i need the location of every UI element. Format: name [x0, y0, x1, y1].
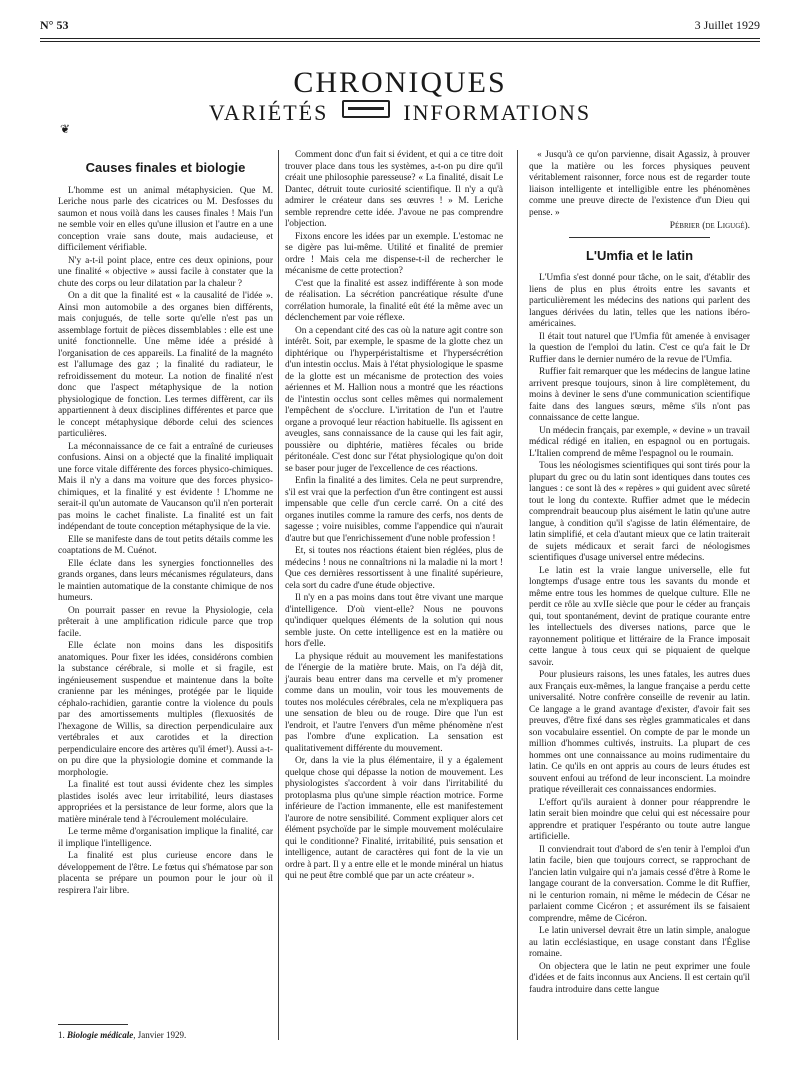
column-3 — [529, 150, 750, 1040]
masthead-subtitle — [0, 100, 800, 126]
issue-date: 3 Juillet 1929 — [694, 18, 760, 32]
paragraph: C'est que la finalité est assez indifférente à son mode de réalisation. La sécrétion pancréatique résulte d'une corrélation humorale, la finalité eût été la même avec un déclenchement par voie réflexe. — [285, 278, 503, 323]
masthead — [0, 68, 800, 126]
page-header — [40, 18, 760, 32]
issue-number: N° 53 — [40, 18, 69, 32]
footnote-rule — [58, 1024, 128, 1025]
paragraph: L'homme est un animal métaphysicien. Que M. Leriche nous parle des cicatrices ou M. Desfosses du saumon et nous voilà dans les causes finales ! Mais l'un ne semble voir en elles qu'une illusion et l'autre en a une conception vraie sans doute, mais audacieuse, et difficilement vérifiable. — [58, 185, 273, 253]
article-separator — [569, 237, 710, 238]
paragraph: La finalité est tout aussi évidente chez les simples plastides isolés avec leur irritabilité, leurs diastases appropriées et la persistance de leur forme, alors que la matière minérale tend à l'écroulement moléculaire. — [58, 780, 273, 825]
footnote-date: , Janvier 1929. — [133, 1030, 187, 1040]
paragraph: La physique réduit au mouvement les manifestations de l'énergie de la matière brute. Mais, on l'a déjà dit, j'aurais beau entrer dans ma cervelle et m'y promener comme dans un moulin, voir tous les mouvements de toutes nos molécules cérébrales, cela ne m'expliquera pas une sensation de bleu ou de rouge. Dire que l'un est l'endroit, et l'autre l'envers d'un même phénomène n'est pas l'ombre d'une explication. La sensation est qualitativement différente du mouvement. — [285, 651, 503, 754]
paragraph: Le latin universel devrait être un latin simple, analogue au latin ecclésiastique, en usage constant dans l'Église romaine. — [529, 926, 750, 959]
header-rule — [40, 38, 760, 39]
paragraph: Comment donc d'un fait si évident, et qui a ce titre doit trouver place dans tous les systèmes, a-t-on pu dire qu'il créait une philosophie paresseuse? « La finalité, disait Le Dantec, détruit toute curiosité scientifique. Il n'y a qu'à admirer le créateur dans ses œuvres ! » M. Leriche semble reprendre cette idée. J'avoue ne pas comprendre l'objection. — [285, 150, 503, 229]
paragraph: Ruffier fait remarquer que les médecins de langue latine arrivent presque toujours, sinon à lire complètement, du moins à deviner le sens d'une communication scientifique faite dans des langues sœurs, même s'ils n'ont pas connaissance de cette langue. — [529, 367, 750, 423]
paragraph: La méconnaissance de ce fait a entraîné de curieuses confusions. Ainsi on a objecté que la finalité impliquait une force vitale différente des forces physico-chimiques. Mais il n'y a dans ma voiture que des forces physico-chimiques, et la finalité y est évidente ! L'homme ne serait-il qu'un automate de Vaucanson qu'il n'en porterait pas moins le cachet finaliste. La finalité est un fait indépendant de toute conception métaphysique de la vie. — [58, 441, 273, 532]
column-divider — [517, 150, 518, 1040]
paragraph: Il conviendrait tout d'abord de s'en tenir à l'emploi d'un latin facile, bien que toujours correct, se rapprochant de l'ancien latin vulgaire qui n'a jamais cessé d'être à Rome le langage courant de la conversation. Comme le dit Ruffier, ni le centurion romain, ni même le médecin de César ne parlaient comme Cicéron ; et assurément ils se faisaient comprendre, même de Cicéron. — [529, 844, 750, 924]
column-2 — [285, 150, 503, 1040]
paragraph: Le latin est la vraie langue universelle, elle fut longtemps d'usage entre tous les savants du monde et même entre tous les hommes de quelque culture. Elle ne perdit ce rôle au xvIIe siècle que pour le céder au français qui, tout spontanément, devint de pratique courante entre les intellectuels des diverses nations, parce que le rayonnement politique et littéraire de la France imposait cette langue à tous ceux qui se piquaient de quelque savoir. — [529, 565, 750, 668]
paragraph: Et, si toutes nos réactions étaient bien réglées, plus de médecins ! nous ne connaîtrions ni la maladie ni la mort ! Que ces dernières ressortissent à une finalité supérieure, cela sort du cadre d'une étude objective. — [285, 546, 503, 591]
footnote-number: 1. — [58, 1030, 65, 1040]
paragraph: Pour plusieurs raisons, les unes fatales, les autres dues aux Français eux-mêmes, la langue française a perdu cette universalité. Notre confrère conseille de revenir au latin. Ce langage a le grand avantage d'exister, d'avoir fait ses preuves, d'être fixé dans ses règles grammaticales et dans son vocabulaire essentiel. On compte de par le monde un million d'hommes cultivés, instruits. La plupart de ces hommes ont une connaissance au moins rudimentaire du latin. Ce qu'ils en ont appris au cours de leurs études est souvent enfoui au tréfond de leur inconscient. La moindre pratique réveillerait ces connaissances endormies. — [529, 670, 750, 795]
column-divider — [278, 150, 279, 1040]
paragraph: Il était tout naturel que l'Umfia fût amenée à envisager la question de l'emploi du latin. C'est ce qu'a fait le Dr Ruffier dans le dernier numéro de la revue de l'Umfia. — [529, 331, 750, 365]
ornament-icon — [342, 100, 390, 118]
article-title-umfia: L'Umfia et le latin — [585, 247, 694, 263]
masthead-right: INFORMATIONS — [403, 100, 592, 125]
quote-text: « Jusqu'à ce qu'on parvienne, disait Agassiz, à prouver que la matière ou les forces physiques peuvent véritablement raisonner, force nous est de regarder toute liaison intelligente et intelligible entre les phénomènes comme une preuve directe de l'existence d'un Dieu qui pense. » — [529, 150, 750, 218]
paragraph: On pourrait passer en revue la Physiologie, cela prêterait à une amplification ridicule parce que trop facile. — [58, 605, 273, 639]
article-title-causes-finales: Causes finales et biologie — [85, 160, 246, 175]
flower-ornament-icon: ❦ — [60, 122, 71, 136]
paragraph: L'effort qu'ils auraient à donner pour réapprendre le latin serait bien moindre que celui qui est nécessaire pour apprendre et pratiquer l'espéranto ou toute autre langue artificielle. — [529, 797, 750, 842]
footnote — [58, 1030, 186, 1040]
paragraph: Or, dans la vie la plus élémentaire, il y a également quelque chose qui dépasse la notion de mouvement. Les physiologistes s'accordent à voir dans l'irritabilité du protoplasma plus qu'une simple réaction motrice. Forme inférieure de l'action immanente, elle est manifestement l'aurore de notre sensibilité. Comment expliquer alors cet élément psychoïde par le simple mouvement moléculaire qui le conditionne? Finalité, irritabilité, puis sensation et intelligence, autant de caractères qui font de la vie un ordre à part. Il y a entre elle et le monde minéral un hiatus qui ne peut être comblé que par un acte créateur ». — [285, 756, 503, 881]
paragraph: On objectera que le latin ne peut exprimer une foule d'idées et de faits inconnus aux Anciens. Il est certain qu'il faudra introduire dans cette langue — [529, 961, 750, 995]
author-signature: Pébrier (de Ligugé). — [669, 221, 750, 231]
paragraph: Elle éclate dans les synergies fonctionnelles des grands organes, dans leurs mécanismes régulateurs, dans le maintien automatique de la constante chimique de nos humeurs. — [58, 558, 273, 603]
paragraph: Elle se manifeste dans de tout petits détails comme les coaptations de M. Cuénot. — [58, 534, 273, 556]
paragraph: Fixons encore les idées par un exemple. L'estomac ne se digère pas lui-même. Utilité et finalité de premier ordre ! Mais cela me dispense-t-il de rechercher le mécanisme de cette protection? — [285, 231, 503, 276]
paragraph: On a cependant cité des cas où la nature agit contre son intérêt. Soit, par exemple, le spasme de la glotte chez un diphtérique ou l'hyperpéristaltisme et l'hypersécrétion d'un intestin occlus. Mais à l'état physiologique le spasme de la glotte est un mécanisme de protection des voies aériennes et M. Hallion nous a montré que les réactions de l'intestin occlus sont celles mêmes qui normalement l'empêchent de s'occlure. L'irritation de l'un et l'autre organe a provoqué leur réaction habituelle. Ils agissent en aveugles, sans connaissance de la cause qui les fait agir, poussière ou diphtérie, matières fécales ou bride péritonéale. C'est donc sur l'état physiologique qu'on doit se baser pour juger de l'excellence de ces réactions. — [285, 325, 503, 474]
paragraph: Tous les néologismes scientifiques qui sont tirés pour la plupart du grec ou du latin sont identiques dans toutes ces langues : ce sont là des « repères » qui guident avec sûreté tout le long du contexte. Ruffier admet que le médecin comprendrait beaucoup plus aisément le latin qu'une autre langue, à condition qu'il s'agisse de latin élémentaire, de latin simplifié, et cela d'autant mieux que ce latin traiterait de sujets médicaux et serait farci de néologismes scientifiques d'usage universel entre médecins. — [529, 461, 750, 563]
paragraph: On a dit que la finalité est « la causalité de l'idée ». Ainsi mon automobile a des organes bien différents, mais conjugués, de telle sorte qu'elle n'est pas un assemblage fortuit de pièces dissemblables : elle est une unité fonctionnelle. Une même idée a présidé à l'organisation de ces appareils. La finalité de la magnéto est l'allumage des gaz ; la finalité du radiateur, le refroidissement du moteur. La notion de finalité n'est donc que l'aspect métaphysique de la notion physiologique de fonction. Les termes diffèrent, car ils appartiennent à deux disciplines différentes et parce que le concept métaphysique déborde celui des sciences particulières. — [58, 291, 273, 439]
column-1 — [58, 150, 273, 1040]
paragraph: Le terme même d'organisation implique la finalité, car il implique l'intelligence. — [58, 827, 273, 849]
footnote-source: Biologie médicale — [67, 1030, 134, 1040]
paragraph: Il n'y en a pas moins dans tout être vivant une marque d'intelligence. D'où vient-elle? Nous ne pouvons qu'indiquer quelques éléments de la solution qui nous semble juste. On cette intelligence est en la matière ou hors d'elle. — [285, 593, 503, 649]
paragraph: L'Umfia s'est donné pour tâche, on le sait, d'établir des liens de plus en plus étroits entre les savants et particulièrement les médecins des nations qui parlent des langues dérivées du latin, telles que les nations ibéro-américaines. — [529, 273, 750, 329]
paragraph: La finalité est plus curieuse encore dans le développement de l'être. Le fœtus qui s'hématose par son placenta se prépare un poumon pour le jour où il respirera l'air libre. — [58, 851, 273, 896]
paragraph: Un médecin français, par exemple, « devine » un travail médical rédigé en italien, en espagnol ou en portugais. L'Italien comprend de même l'espagnol ou le roumain. — [529, 425, 750, 459]
paragraph: N'y a-t-il point place, entre ces deux opinions, pour une finalité « objective » aussi facile à constater que la chute des corps ou leur dilatation par la chaleur ? — [58, 255, 273, 289]
masthead-title: CHRONIQUES — [293, 66, 507, 99]
header-rule — [40, 41, 760, 42]
masthead-left: VARIÉTÉS — [208, 100, 329, 125]
paragraph: Elle éclate non moins dans les dispositifs anatomiques. Pour fixer les idées, considérons combien la substance cérébrale, si molle et si fragile, est ingénieusement suspendue et maintenue dans la boîte cranienne par les méninges, protégée par le liquide céphalo-rachidien, garantie contre la violence du pouls par des amortissements multiples (flexuosités de l'hexagone de Willis, sa direction perpendiculaire aux vertébrales et aux carotides et la direction perpendiculaire encore des artères qu'il émet¹). Aussi a-t-on pu dire que la physiologie domine et commande la morphologie. — [58, 641, 273, 778]
agassiz-quote — [529, 150, 750, 219]
paragraph: Enfin la finalité a des limites. Cela ne peut surprendre, s'il est vrai que la perfection d'un être contingent est aussi impensable que celle d'un cercle carré. On a cité des organes inutiles comme la ramure des cerfs, nos dents de sagesse ; voire nuisibles, comme l'appendice qui n'aurait d'autre but que l'enrichissement d'une noble profession ! — [285, 476, 503, 544]
